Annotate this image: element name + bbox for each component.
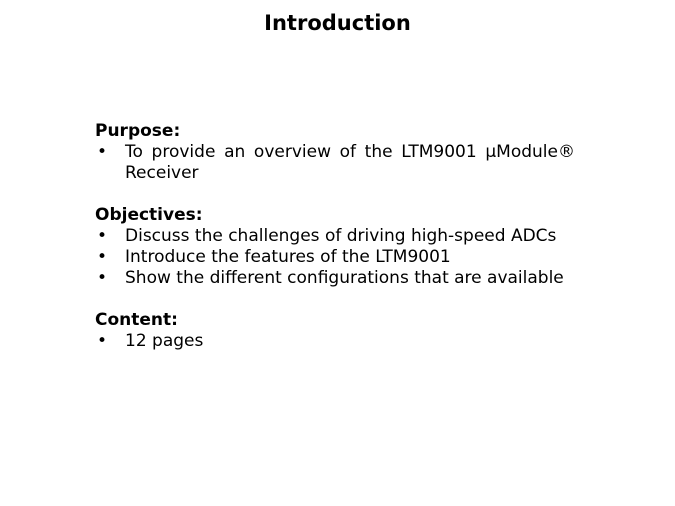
section-purpose: [95, 121, 575, 184]
list-item-text: Discuss the challenges of driving high-speed ADCs: [125, 226, 557, 246]
bullet-icon: •: [97, 331, 108, 351]
slide-title: Introduction: [264, 11, 411, 35]
section-objectives: [95, 205, 575, 289]
section-heading-purpose: Purpose:: [95, 121, 181, 141]
list-item: [95, 226, 575, 247]
section-heading-objectives: Objectives:: [95, 205, 203, 225]
bullet-icon: •: [97, 247, 108, 267]
section-heading-content: Content:: [95, 310, 178, 330]
list-item-text: 12 pages: [125, 331, 204, 351]
list-item: [95, 268, 575, 289]
list-item: [95, 142, 575, 184]
slide-body: [95, 121, 575, 352]
bullet-icon: •: [97, 268, 108, 288]
list-item: [95, 331, 575, 352]
section-content: [95, 310, 575, 352]
list-item: [95, 247, 575, 268]
bullet-icon: •: [97, 142, 108, 162]
list-item-text: To provide an overview of the LTM9001 µModule® Receiver: [125, 142, 575, 183]
list-item-text: Show the different configurations that are available: [125, 268, 564, 288]
bullet-icon: •: [97, 226, 108, 246]
list-item-text: Introduce the features of the LTM9001: [125, 247, 451, 267]
